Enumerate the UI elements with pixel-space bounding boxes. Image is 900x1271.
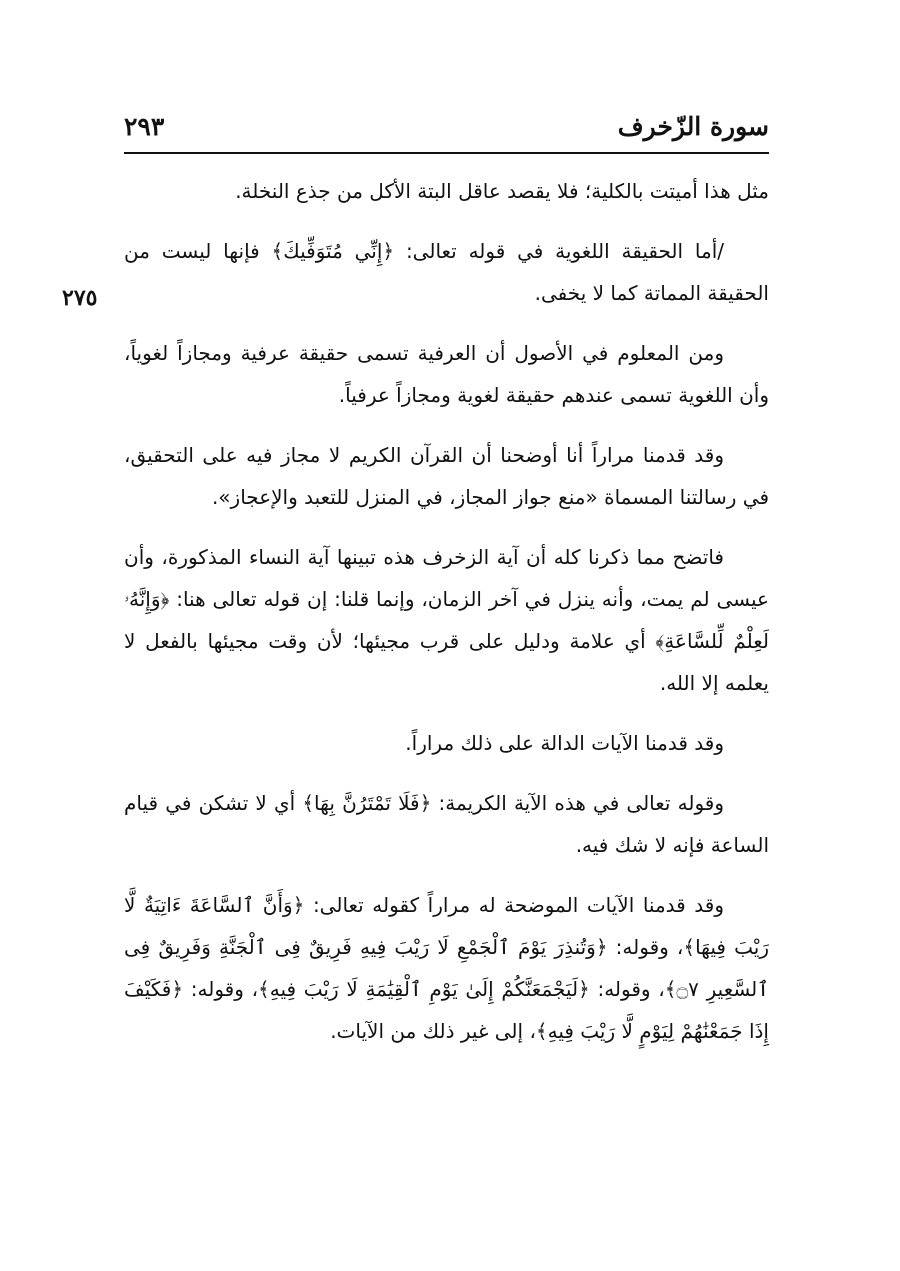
surah-title: سورة الزّخرف <box>617 112 769 141</box>
paragraph-3: ومن المعلوم في الأصول أن العرفية تسمى حقيقة عرفية ومجازاً لغوياً، وأن اللغوية تسمى عندهم حقيقة لغوية ومجازاً عرفياً. <box>124 341 769 407</box>
paragraph-7: وقوله تعالى في هذه الآية الكريمة: ﴿فَلَا تَمْتَرُنَّ بِهَا﴾ أي لا تشكن في قيام الساعة فإنه لا شك فيه. <box>124 791 769 857</box>
paragraph-5: فاتضح مما ذكرنا كله أن آية الزخرف هذه تبينها آية النساء المذكورة، وأن عيسى لم يمت، وأنه ينزل في آخر الزمان، وإنما قلنا: إن قوله تعالى هنا: ﴿وَإِنَّهُۥ لَعِلْمٌ لِّلسَّاعَةِ﴾ أي علامة ودليل على قرب مجيئها؛ لأن وقت مجيئها بالفعل لا يعلمه إلا الله. <box>124 545 769 695</box>
paragraph-6: وقد قدمنا الآيات الدالة على ذلك مراراً. <box>405 731 724 755</box>
page-body <box>124 170 769 1070</box>
page-number: ٢٩٣ <box>124 112 165 141</box>
paragraph-2: /أما الحقيقة اللغوية في قوله تعالى: ﴿إِنِّي مُتَوَفِّيكَ﴾ فإنها ليست من الحقيقة المماتة كما لا يخفى. <box>124 239 769 305</box>
page-header <box>124 110 769 154</box>
paragraph-4: وقد قدمنا مراراً أنا أوضحنا أن القرآن الكريم لا مجاز فيه على التحقيق، في رسالتنا المسماة «منع جواز المجاز، في المنزل للتعبد والإعجاز». <box>124 443 769 509</box>
margin-page-marker: ٢٧٥ <box>62 285 98 311</box>
paragraph-8: وقد قدمنا الآيات الموضحة له مراراً كقوله تعالى: ﴿وَأَنَّ ٱلسَّاعَةَ ءَاتِيَةٌ لَّا رَيْبَ فِيهَا﴾، وقوله: ﴿وَتُنذِرَ يَوْمَ ٱلْجَمْعِ لَا رَيْبَ فِيهِ فَرِيقٌ فِى ٱلْجَنَّةِ وَفَرِيقٌ فِى ٱلسَّعِيرِ ۝٧﴾، وقوله: ﴿لَيَجْمَعَنَّكُمْ إِلَىٰ يَوْمِ ٱلْقِيَٰمَةِ لَا رَيْبَ فِيهِ﴾، وقوله: ﴿فَكَيْفَ إِذَا جَمَعْنَٰهُمْ لِيَوْمٍ لَّا رَيْبَ فِيهِ﴾، إلى غير ذلك من الآيات. <box>124 893 769 1043</box>
paragraph-1: مثل هذا أميتت بالكلية؛ فلا يقصد عاقل البتة الأكل من جذع النخلة. <box>235 179 769 203</box>
